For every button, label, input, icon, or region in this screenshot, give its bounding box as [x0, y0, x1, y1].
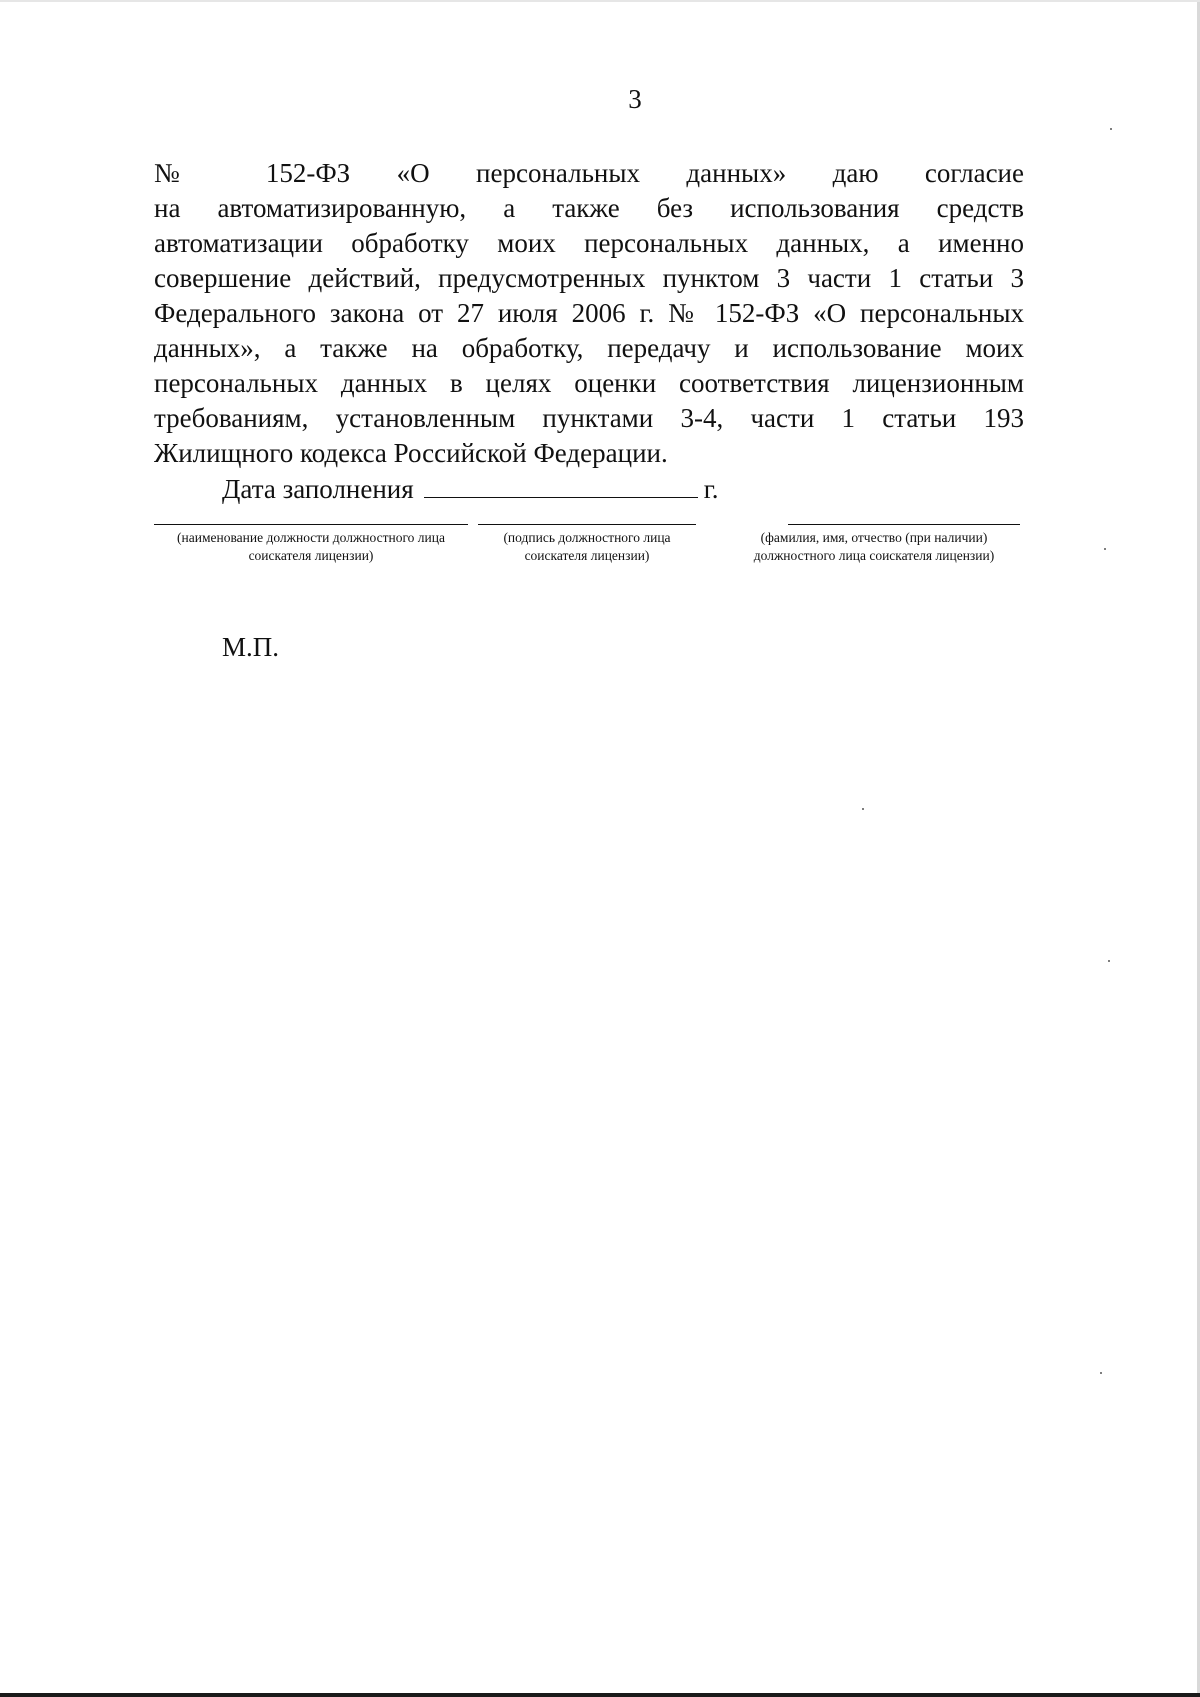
paragraph-line: Федерального закона от 27 июля 2006 г. № 152-ФЗ «О персональных	[154, 298, 1024, 328]
date-row	[222, 474, 718, 505]
position-fill-line[interactable]	[154, 524, 468, 525]
paragraph-line: требованиям, установленным пунктами 3-4, части 1 статьи 193	[154, 403, 1024, 433]
scan-speck	[1104, 548, 1106, 550]
date-label: Дата заполнения	[222, 474, 414, 504]
position-caption: (наименование должности должностного лица соискателя лицензии)	[177, 530, 445, 563]
full-name-field	[728, 524, 1020, 565]
scan-speck	[1100, 1372, 1102, 1374]
paragraph-line: № 152-ФЗ «О персональных данных» даю согласие	[154, 158, 1024, 188]
paragraph-line: Жилищного кодекса Российской Федерации.	[154, 438, 668, 468]
full-name-caption: (фамилия, имя, отчество (при наличии) должностного лица соискателя лицензии)	[753, 530, 995, 563]
consent-paragraph	[154, 156, 1024, 471]
scan-edge-bottom	[0, 1693, 1200, 1697]
paragraph-line: на автоматизированную, а также без использования средств	[154, 193, 1024, 223]
signature-field	[478, 524, 696, 565]
paragraph-line: данных», а также на обработку, передачу и использование моих	[154, 333, 1024, 363]
paragraph-line: совершение действий, предусмотренных пунктом 3 части 1 статьи 3	[154, 263, 1024, 293]
seal-place-label: М.П.	[222, 632, 280, 662]
paragraph-line: персональных данных в целях оценки соответствия лицензионным	[154, 368, 1024, 398]
position-signature-field	[154, 524, 468, 565]
scan-speck	[1108, 960, 1110, 962]
paragraph-line: автоматизации обработку моих персональных данных, а именно	[154, 228, 1024, 258]
full-name-fill-line[interactable]	[788, 524, 1020, 525]
date-fill-field[interactable]	[424, 475, 698, 498]
scan-edge-top	[0, 0, 1200, 2]
scan-speck	[1110, 128, 1112, 130]
signature-caption: (подпись должностного лица соискателя лицензии)	[503, 530, 671, 563]
page-number: 3	[628, 84, 642, 114]
signature-fill-line[interactable]	[478, 524, 696, 525]
date-suffix: г.	[703, 474, 719, 504]
scan-speck	[862, 808, 864, 810]
